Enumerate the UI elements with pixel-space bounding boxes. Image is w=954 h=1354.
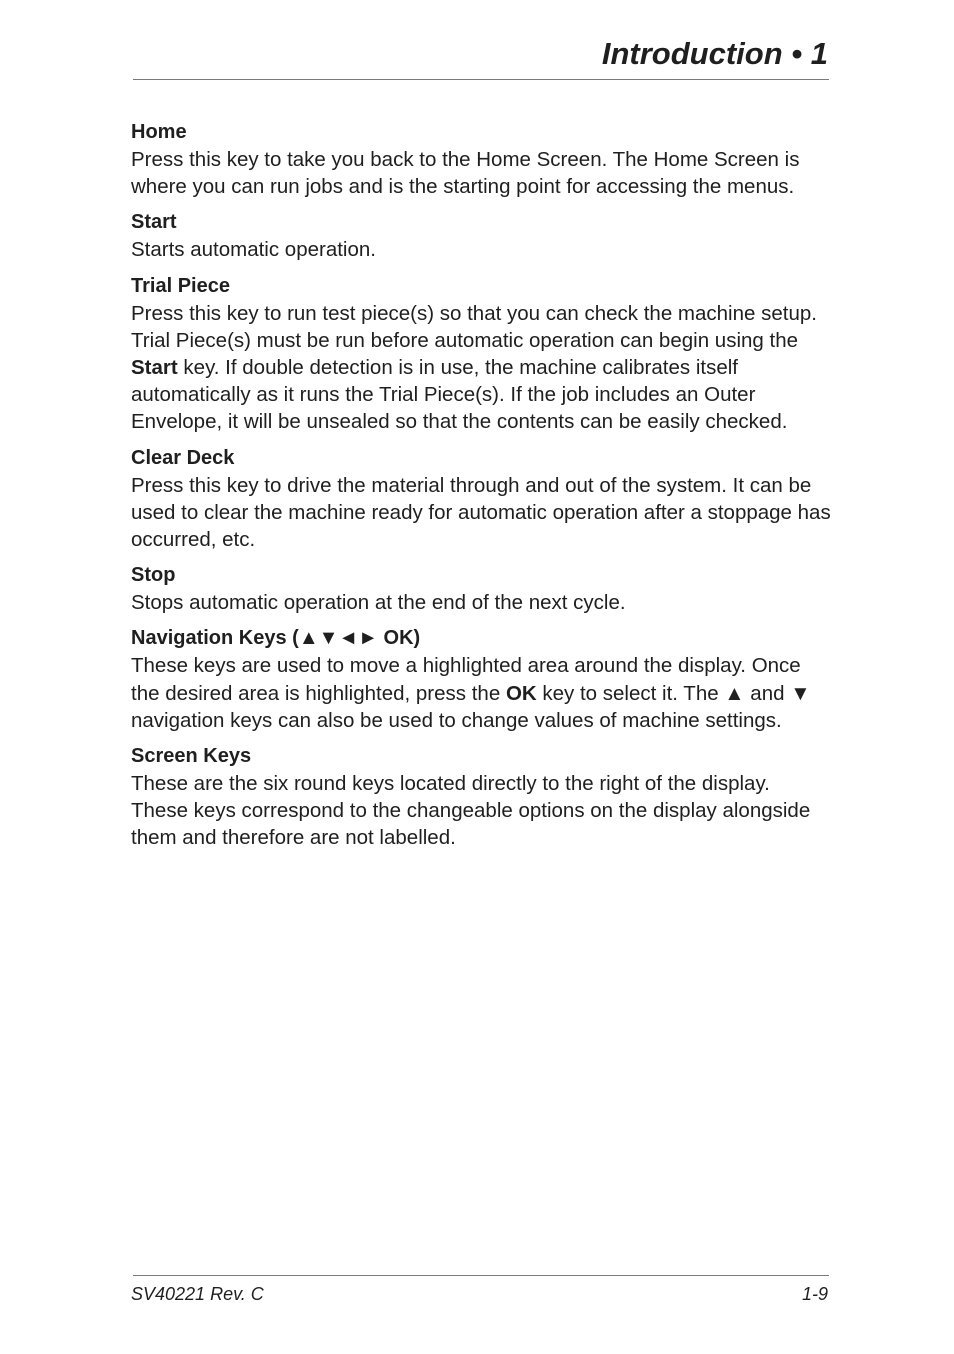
section-body: These keys are used to move a highlighted area around the display. Once the desired area is highlighted, press the OK key to select it. The ▲ and ▼ navigation keys can also be used to change values of machine settings. xyxy=(131,654,811,732)
section-body: Press this key to run test piece(s) so that you can check the machine setup. Trial Piece(s) must be run before automatic operation can begin using the Start key. If double detection is in use, the machine calibrates itself automatically as it runs the Trial Piece(s). If the job includes an Outer Envelope, it will be unsealed so that the contents can be easily checked. xyxy=(131,301,817,434)
section-heading: Trial Piece xyxy=(131,274,230,297)
section-navigation-keys xyxy=(131,625,831,734)
section-body: These are the six round keys located directly to the right of the display. These keys correspond to the changeable options on the display alongside them and therefore are not labelled. xyxy=(131,772,811,850)
section-body: Starts automatic operation. xyxy=(131,238,376,262)
header-divider xyxy=(133,79,829,80)
section-clear-deck xyxy=(131,445,831,554)
footer-doc-ref: SV40221 Rev. C xyxy=(131,1284,264,1304)
section-start xyxy=(131,209,831,263)
section-body: Stops automatic operation at the end of the next cycle. xyxy=(131,591,626,615)
section-trial-piece xyxy=(131,273,831,436)
main-content xyxy=(131,119,831,861)
section-heading: Stop xyxy=(131,564,176,587)
footer-page-number: 1-9 xyxy=(801,1284,828,1304)
section-heading: Clear Deck xyxy=(131,446,235,469)
section-heading: Start xyxy=(131,211,177,234)
page-header-title: Introduction • 1 xyxy=(601,36,828,71)
section-screen-keys xyxy=(131,743,831,852)
section-heading: Screen Keys xyxy=(131,745,252,768)
section-stop xyxy=(131,562,831,616)
section-home xyxy=(131,119,831,200)
section-body: Press this key to drive the material through and out of the system. It can be used to clear the machine ready for automatic operation after a stoppage has occurred, etc. xyxy=(131,473,831,552)
inline-bold-ok: OK xyxy=(505,681,537,705)
footer-divider xyxy=(133,1275,829,1276)
section-body: Press this key to take you back to the Home Screen. The Home Screen is where you can run jobs and is the starting point for accessing the menus. xyxy=(131,148,800,199)
section-heading: Navigation Keys (▲▼◄► OK) xyxy=(131,627,421,650)
inline-bold-start: Start xyxy=(131,356,178,380)
section-heading: Home xyxy=(131,121,187,143)
